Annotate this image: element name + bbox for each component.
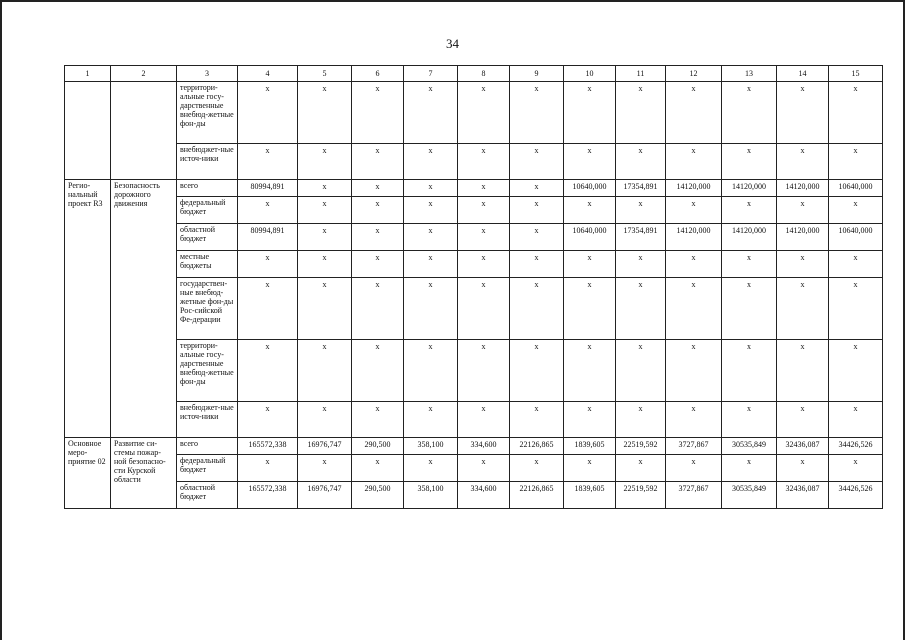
value-cell: 1839,605 (564, 438, 616, 455)
value-cell: х (510, 455, 564, 482)
value-cell: 165572,338 (238, 482, 298, 509)
column-header-9: 9 (510, 66, 564, 82)
value-cell: 290,500 (352, 438, 404, 455)
value-cell: х (564, 197, 616, 224)
value-cell: х (722, 278, 777, 340)
column-header-13: 13 (722, 66, 777, 82)
value-cell: х (564, 402, 616, 438)
value-cell: х (404, 402, 458, 438)
value-cell: х (352, 402, 404, 438)
page-border-left (0, 0, 2, 640)
value-cell: х (404, 278, 458, 340)
value-cell: х (352, 82, 404, 144)
table-row (65, 278, 883, 340)
value-cell: х (298, 180, 352, 197)
value-cell: х (238, 82, 298, 144)
value-cell: х (666, 278, 722, 340)
table-row (65, 180, 883, 197)
program-code-cell: Регио-нальный проект R3 (65, 180, 111, 438)
value-cell: х (458, 251, 510, 278)
table-row (65, 251, 883, 278)
value-cell: х (722, 251, 777, 278)
value-cell: х (616, 402, 666, 438)
value-cell: 34426,526 (829, 438, 883, 455)
column-header-5: 5 (298, 66, 352, 82)
program-name-cell (111, 82, 177, 180)
value-cell: х (458, 180, 510, 197)
funding-source-cell: областной бюджет (177, 482, 238, 509)
value-cell: 358,100 (404, 438, 458, 455)
table-row (65, 482, 883, 509)
value-cell: х (458, 224, 510, 251)
column-header-11: 11 (616, 66, 666, 82)
value-cell: х (777, 340, 829, 402)
value-cell: х (238, 455, 298, 482)
value-cell: х (666, 144, 722, 180)
value-cell: 30535,849 (722, 438, 777, 455)
column-header-10: 10 (564, 66, 616, 82)
value-cell: х (352, 197, 404, 224)
value-cell: 22126,865 (510, 438, 564, 455)
value-cell: х (298, 251, 352, 278)
value-cell: х (666, 402, 722, 438)
value-cell: х (238, 340, 298, 402)
value-cell: 17354,891 (616, 180, 666, 197)
column-header-12: 12 (666, 66, 722, 82)
value-cell: х (238, 144, 298, 180)
value-cell: 16976,747 (298, 482, 352, 509)
value-cell: х (510, 197, 564, 224)
value-cell: х (352, 278, 404, 340)
column-header-15: 15 (829, 66, 883, 82)
value-cell: х (829, 82, 883, 144)
value-cell: х (352, 251, 404, 278)
program-name-cell: Развитие си-стемы пожар-ной безопасно-сти Курской области (111, 438, 177, 509)
value-cell: х (298, 82, 352, 144)
value-cell: 358,100 (404, 482, 458, 509)
value-cell: 14120,000 (666, 224, 722, 251)
value-cell: х (616, 197, 666, 224)
value-cell: 14120,000 (777, 180, 829, 197)
value-cell: х (777, 82, 829, 144)
value-cell: х (298, 144, 352, 180)
funding-source-cell: областной бюджет (177, 224, 238, 251)
value-cell: х (352, 180, 404, 197)
value-cell: х (458, 144, 510, 180)
funding-source-cell: внебюджет-ные источ-ники (177, 402, 238, 438)
funding-source-cell: федеральный бюджет (177, 455, 238, 482)
value-cell: х (722, 197, 777, 224)
value-cell: х (777, 251, 829, 278)
value-cell: х (298, 197, 352, 224)
value-cell: х (510, 82, 564, 144)
value-cell: х (829, 340, 883, 402)
value-cell: 80994,891 (238, 224, 298, 251)
column-header-3: 3 (177, 66, 238, 82)
value-cell: х (458, 402, 510, 438)
funding-source-cell: внебюджет-ные источ-ники (177, 144, 238, 180)
value-cell: 32436,087 (777, 438, 829, 455)
value-cell: х (616, 455, 666, 482)
value-cell: х (404, 180, 458, 197)
program-code-cell: Основное меро-приятие 02 (65, 438, 111, 509)
value-cell: х (352, 144, 404, 180)
value-cell: х (298, 402, 352, 438)
column-header-6: 6 (352, 66, 404, 82)
header-row (65, 66, 883, 82)
funding-source-cell: всего (177, 438, 238, 455)
value-cell: 32436,087 (777, 482, 829, 509)
value-cell: х (777, 197, 829, 224)
value-cell: х (458, 455, 510, 482)
value-cell: 10640,000 (564, 224, 616, 251)
value-cell: х (829, 402, 883, 438)
value-cell: х (564, 144, 616, 180)
value-cell: х (722, 455, 777, 482)
value-cell: х (564, 278, 616, 340)
value-cell: х (510, 224, 564, 251)
value-cell: х (616, 340, 666, 402)
value-cell: х (722, 144, 777, 180)
value-cell: х (458, 82, 510, 144)
value-cell: х (722, 340, 777, 402)
value-cell: х (404, 455, 458, 482)
value-cell: х (616, 144, 666, 180)
funding-source-cell: местные бюджеты (177, 251, 238, 278)
value-cell: х (458, 197, 510, 224)
value-cell: х (616, 82, 666, 144)
value-cell: х (829, 455, 883, 482)
value-cell: х (829, 144, 883, 180)
value-cell: х (616, 278, 666, 340)
program-code-cell (65, 82, 111, 180)
budget-table (64, 65, 883, 509)
value-cell: х (510, 402, 564, 438)
value-cell: х (777, 402, 829, 438)
value-cell: 14120,000 (722, 224, 777, 251)
value-cell: 334,600 (458, 438, 510, 455)
table-row (65, 402, 883, 438)
funding-source-cell: государствен-ные внебюд-жетные фон-ды Рос-сийской Фе-дерации (177, 278, 238, 340)
value-cell: х (564, 82, 616, 144)
table-body (65, 66, 883, 509)
column-header-1: 1 (65, 66, 111, 82)
value-cell: 22519,592 (616, 482, 666, 509)
table-row (65, 455, 883, 482)
value-cell: х (238, 251, 298, 278)
funding-source-cell: федеральный бюджет (177, 197, 238, 224)
page-border-top (0, 0, 905, 2)
table-row (65, 224, 883, 251)
value-cell: х (510, 144, 564, 180)
value-cell: 10640,000 (564, 180, 616, 197)
value-cell: х (404, 144, 458, 180)
value-cell: х (666, 455, 722, 482)
value-cell: х (404, 224, 458, 251)
column-header-4: 4 (238, 66, 298, 82)
value-cell: х (298, 455, 352, 482)
value-cell: х (564, 340, 616, 402)
page-number: 34 (446, 36, 459, 51)
value-cell: х (510, 251, 564, 278)
value-cell: х (298, 340, 352, 402)
value-cell: х (777, 144, 829, 180)
value-cell: 10640,000 (829, 180, 883, 197)
funding-source-cell: территори-альные госу-дарственные внебюд-жетные фон-ды (177, 82, 238, 144)
value-cell: 22519,592 (616, 438, 666, 455)
funding-source-cell: территори-альные госу-дарственные внебюд-жетные фон-ды (177, 340, 238, 402)
value-cell: х (510, 278, 564, 340)
column-header-14: 14 (777, 66, 829, 82)
value-cell: 334,600 (458, 482, 510, 509)
value-cell: 34426,526 (829, 482, 883, 509)
value-cell: 14120,000 (777, 224, 829, 251)
value-cell: х (404, 251, 458, 278)
value-cell: х (564, 251, 616, 278)
value-cell: х (666, 340, 722, 402)
value-cell: х (404, 197, 458, 224)
value-cell: х (722, 402, 777, 438)
value-cell: х (722, 82, 777, 144)
value-cell: 22126,865 (510, 482, 564, 509)
value-cell: х (298, 224, 352, 251)
value-cell: х (564, 455, 616, 482)
value-cell: х (298, 278, 352, 340)
value-cell: х (404, 82, 458, 144)
value-cell: 3727,867 (666, 438, 722, 455)
value-cell: х (352, 224, 404, 251)
value-cell: х (777, 455, 829, 482)
table-row (65, 197, 883, 224)
table-row (65, 438, 883, 455)
value-cell: х (238, 402, 298, 438)
table-row (65, 340, 883, 402)
column-header-8: 8 (458, 66, 510, 82)
value-cell: х (829, 197, 883, 224)
value-cell: 14120,000 (722, 180, 777, 197)
funding-source-cell: всего (177, 180, 238, 197)
value-cell: 165572,338 (238, 438, 298, 455)
value-cell: 14120,000 (666, 180, 722, 197)
value-cell: х (666, 197, 722, 224)
value-cell: х (352, 455, 404, 482)
value-cell: х (510, 180, 564, 197)
value-cell: 1839,605 (564, 482, 616, 509)
program-name-cell: Безопасность дорожного движения (111, 180, 177, 438)
value-cell: 80994,891 (238, 180, 298, 197)
value-cell: х (829, 278, 883, 340)
value-cell: х (666, 82, 722, 144)
value-cell: 17354,891 (616, 224, 666, 251)
value-cell: х (666, 251, 722, 278)
value-cell: х (238, 278, 298, 340)
value-cell: х (510, 340, 564, 402)
column-header-2: 2 (111, 66, 177, 82)
value-cell: 16976,747 (298, 438, 352, 455)
value-cell: х (777, 278, 829, 340)
value-cell: х (404, 340, 458, 402)
value-cell: 290,500 (352, 482, 404, 509)
column-header-7: 7 (404, 66, 458, 82)
value-cell: 3727,867 (666, 482, 722, 509)
value-cell: 10640,000 (829, 224, 883, 251)
table-row (65, 144, 883, 180)
value-cell: х (352, 340, 404, 402)
value-cell: 30535,849 (722, 482, 777, 509)
value-cell: х (616, 251, 666, 278)
table-row (65, 82, 883, 144)
value-cell: х (238, 197, 298, 224)
value-cell: х (458, 340, 510, 402)
value-cell: х (458, 278, 510, 340)
value-cell: х (829, 251, 883, 278)
